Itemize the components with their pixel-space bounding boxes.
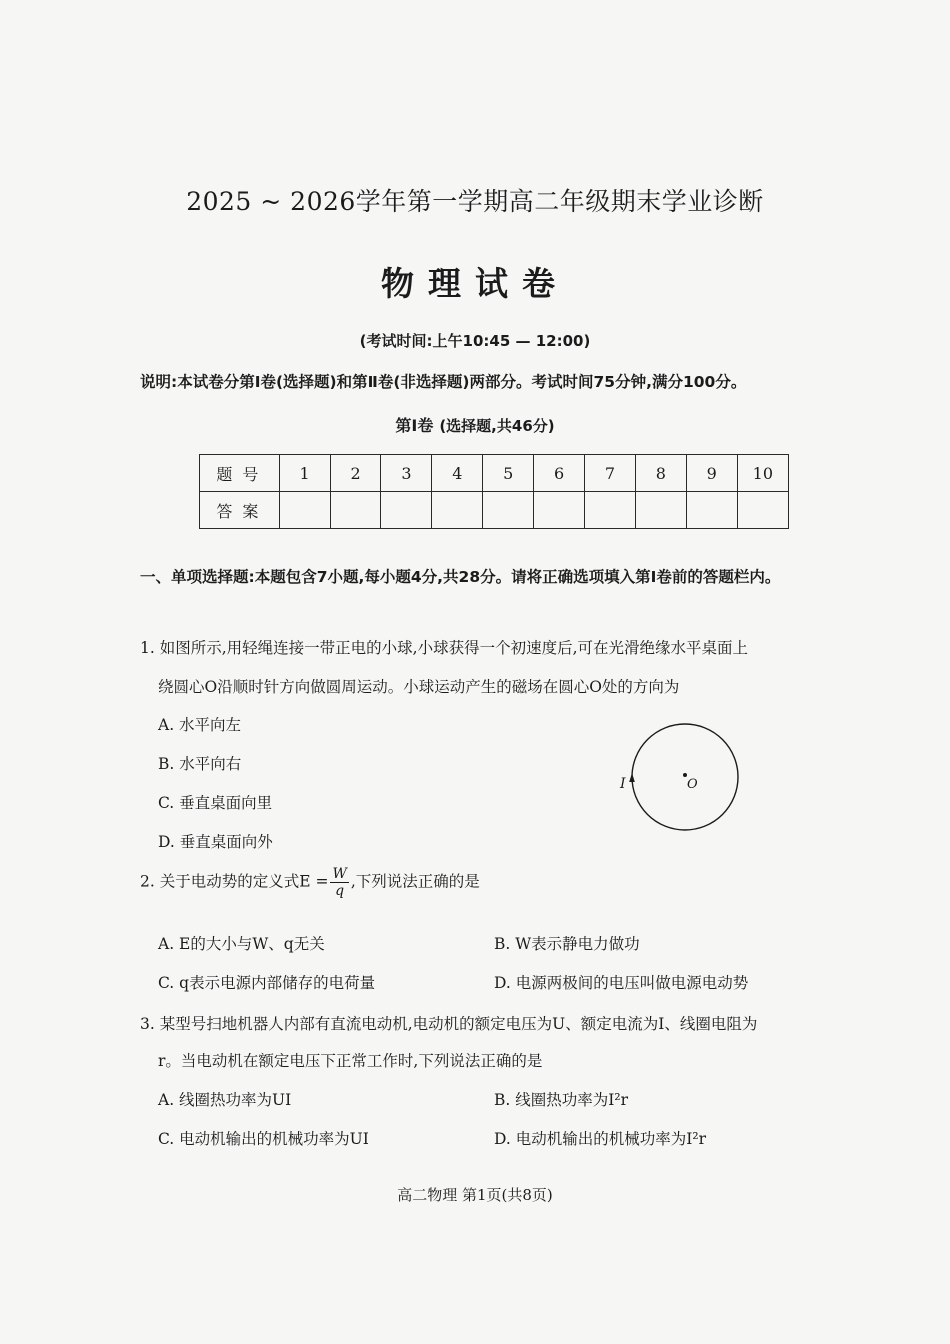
answer-cell[interactable] (686, 492, 737, 529)
q2-fraction-denominator: q (335, 883, 345, 899)
q2-fraction-numerator: W (332, 866, 347, 882)
circular-motion-diagram (612, 718, 752, 836)
diagram-label-i: I (620, 776, 626, 792)
q3-option-a: A. 线圈热功率为UI (158, 1091, 292, 1109)
answer-label: 答案 (200, 492, 280, 529)
subject-title: 物理试卷 (381, 264, 569, 303)
question-number-cell: 1 (279, 455, 330, 492)
q3-option-b: B. 线圈热功率为I²r (494, 1091, 628, 1109)
answer-row (200, 492, 789, 529)
answer-cell[interactable] (585, 492, 636, 529)
page-footer: 高二物理 第1页(共8页) (397, 1186, 553, 1204)
section-title: 第Ⅰ卷 (395, 416, 434, 435)
q3-stem-line1: 3. 某型号扫地机器人内部有直流电动机,电动机的额定电压为U、额定电流为I、线圈电阻为 (140, 1015, 758, 1033)
q1-option-c: C. 垂直桌面向里 (158, 794, 273, 812)
answer-cell[interactable] (483, 492, 534, 529)
section-heading (0, 413, 950, 436)
question-number-cell: 5 (483, 455, 534, 492)
diagram-label-o: O (687, 777, 698, 792)
exam-time: (考试时间:上午10:45 — 12:00) (359, 332, 591, 350)
answer-cell[interactable] (330, 492, 381, 529)
question-number-cell: 9 (686, 455, 737, 492)
q3-stem-line2: r。当电动机在额定电压下正常工作时,下列说法正确的是 (158, 1052, 543, 1070)
q2-option-c: C. q表示电源内部储存的电荷量 (158, 974, 376, 992)
question-number-cell: 2 (330, 455, 381, 492)
q2-option-d: D. 电源两极间的电压叫做电源电动势 (494, 974, 749, 992)
question-number-cell: 7 (585, 455, 636, 492)
answer-table (199, 454, 789, 529)
q1-option-d: D. 垂直桌面向外 (158, 833, 273, 851)
q1-option-a: A. 水平向左 (158, 716, 242, 734)
q3-option-d: D. 电动机输出的机械功率为I²r (494, 1130, 706, 1148)
q1-option-b: B. 水平向右 (158, 755, 242, 773)
section-subtitle: (选择题,共46分) (439, 417, 555, 435)
q2-option-b: B. W表示静电力做功 (494, 935, 640, 953)
answer-cell[interactable] (279, 492, 330, 529)
question-number-label: 题号 (200, 455, 280, 492)
q2-option-a: A. E的大小与W、q无关 (158, 935, 325, 953)
q2-fraction (330, 866, 348, 899)
answer-cell[interactable] (432, 492, 483, 529)
exam-note: 说明:本试卷分第Ⅰ卷(选择题)和第Ⅱ卷(非选择题)两部分。考试时间75分钟,满分100分。 (140, 373, 747, 391)
answer-cell[interactable] (534, 492, 585, 529)
q3-option-c: C. 电动机输出的机械功率为UI (158, 1130, 369, 1148)
exam-title: 2025 ~ 2026学年第一学期高二年级期末学业诊断 (186, 187, 764, 216)
question-number-cell: 8 (635, 455, 686, 492)
q1-stem-line1: 1. 如图所示,用轻绳连接一带正电的小球,小球获得一个初速度后,可在光滑绝缘水平桌面上 (140, 639, 748, 657)
question-number-cell: 10 (737, 455, 788, 492)
q2-stem-suffix: ,下列说法正确的是 (350, 872, 480, 891)
question-number-cell: 4 (432, 455, 483, 492)
part1-instruction: 一、单项选择题:本题包含7小题,每小题4分,共28分。请将正确选项填入第Ⅰ卷前的答题栏内。 (140, 568, 781, 586)
question-number-cell: 3 (381, 455, 432, 492)
answer-cell[interactable] (381, 492, 432, 529)
direction-arrow-icon (629, 773, 635, 782)
question-number-cell: 6 (534, 455, 585, 492)
q2-stem-prefix: 2. 关于电动势的定义式E = (140, 872, 329, 891)
question-number-row (200, 455, 789, 492)
q1-stem-line2: 绕圆心O沿顺时针方向做圆周运动。小球运动产生的磁场在圆心O处的方向为 (158, 678, 680, 696)
answer-cell[interactable] (737, 492, 788, 529)
q2-stem (140, 866, 480, 899)
answer-cell[interactable] (635, 492, 686, 529)
